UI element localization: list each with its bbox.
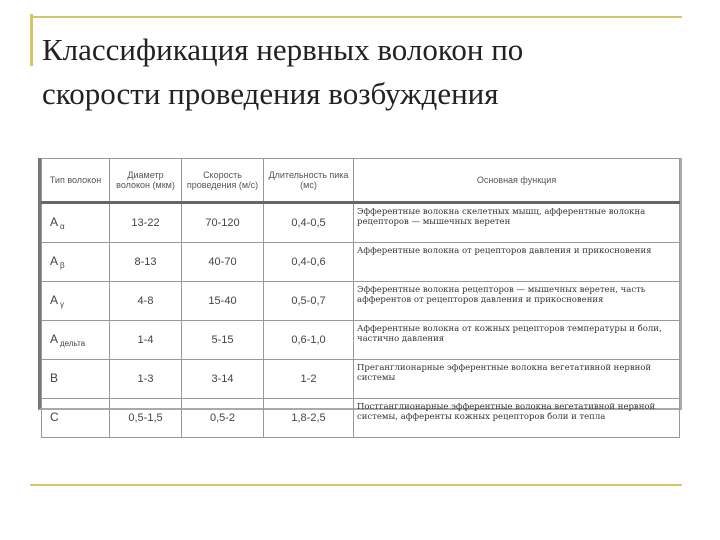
cell-function: Эфферентные волокна скелетных мышц, афферентные волокна рецепторов — мышечных веретен [354, 203, 680, 243]
table-row [42, 360, 680, 399]
cell-function: Афферентные волокна от кожных рецепторов температуры и боли, частично давления [354, 321, 680, 360]
cell-diameter: 8-13 [110, 243, 182, 282]
accent-line-top [30, 16, 682, 18]
cell-diameter: 13-22 [110, 203, 182, 243]
cell-type: C [42, 399, 110, 438]
cell-duration: 1-2 [264, 360, 354, 399]
cell-duration: 0,5-0,7 [264, 282, 354, 321]
header-duration: Длительность пика (мс) [264, 159, 354, 203]
cell-speed: 70-120 [182, 203, 264, 243]
cell-type: B [42, 360, 110, 399]
cell-diameter: 1-3 [110, 360, 182, 399]
table-row [42, 282, 680, 321]
cell-function: Постганглионарные эфферентные волокна вегетативной нервной системы, афференты кожных рецепторов боли и тепла [354, 399, 680, 438]
header-speed: Скорость проведения (м/с) [182, 159, 264, 203]
cell-function: Эфферентные волокна рецепторов — мышечных веретен, часть афферентов от рецепторов давления и прикосновения [354, 282, 680, 321]
header-type: Тип волокон [42, 159, 110, 203]
cell-function: Афферентные волокна от рецепторов давления и прикосновения [354, 243, 680, 282]
cell-speed: 15-40 [182, 282, 264, 321]
cell-speed: 3-14 [182, 360, 264, 399]
cell-duration: 1,8-2,5 [264, 399, 354, 438]
title-line-2: скорости проведения возбуждения [42, 76, 499, 111]
cell-speed: 0,5-2 [182, 399, 264, 438]
table-row [42, 321, 680, 360]
cell-type: A $_\gamma$ [42, 282, 110, 321]
cell-diameter: 0,5-1,5 [110, 399, 182, 438]
header-function: Основная функция [354, 159, 680, 203]
table-header-row [42, 159, 680, 203]
title-line-1: Классификация нервных волокон по [42, 32, 524, 67]
cell-duration: 0,4-0,5 [264, 203, 354, 243]
table-row [42, 243, 680, 282]
cell-type: A $_{дельта}$ [42, 321, 110, 360]
header-diameter: Диаметр волокон (мкм) [110, 159, 182, 203]
cell-function: Преганглионарные эфферентные волокна вегетативной нервной системы [354, 360, 680, 399]
cell-diameter: 4-8 [110, 282, 182, 321]
table-row [42, 203, 680, 243]
cell-duration: 0,4-0,6 [264, 243, 354, 282]
accent-line-vertical [30, 14, 33, 66]
table-row [42, 399, 680, 438]
fiber-classification-table [38, 158, 682, 424]
cell-type: A $_\beta$ [42, 243, 110, 282]
accent-line-bottom [30, 484, 682, 486]
cell-duration: 0,6-1,0 [264, 321, 354, 360]
cell-type: A $_\alpha$ [42, 203, 110, 243]
cell-speed: 40-70 [182, 243, 264, 282]
cell-speed: 5-15 [182, 321, 264, 360]
slide-title [42, 28, 682, 116]
cell-diameter: 1-4 [110, 321, 182, 360]
